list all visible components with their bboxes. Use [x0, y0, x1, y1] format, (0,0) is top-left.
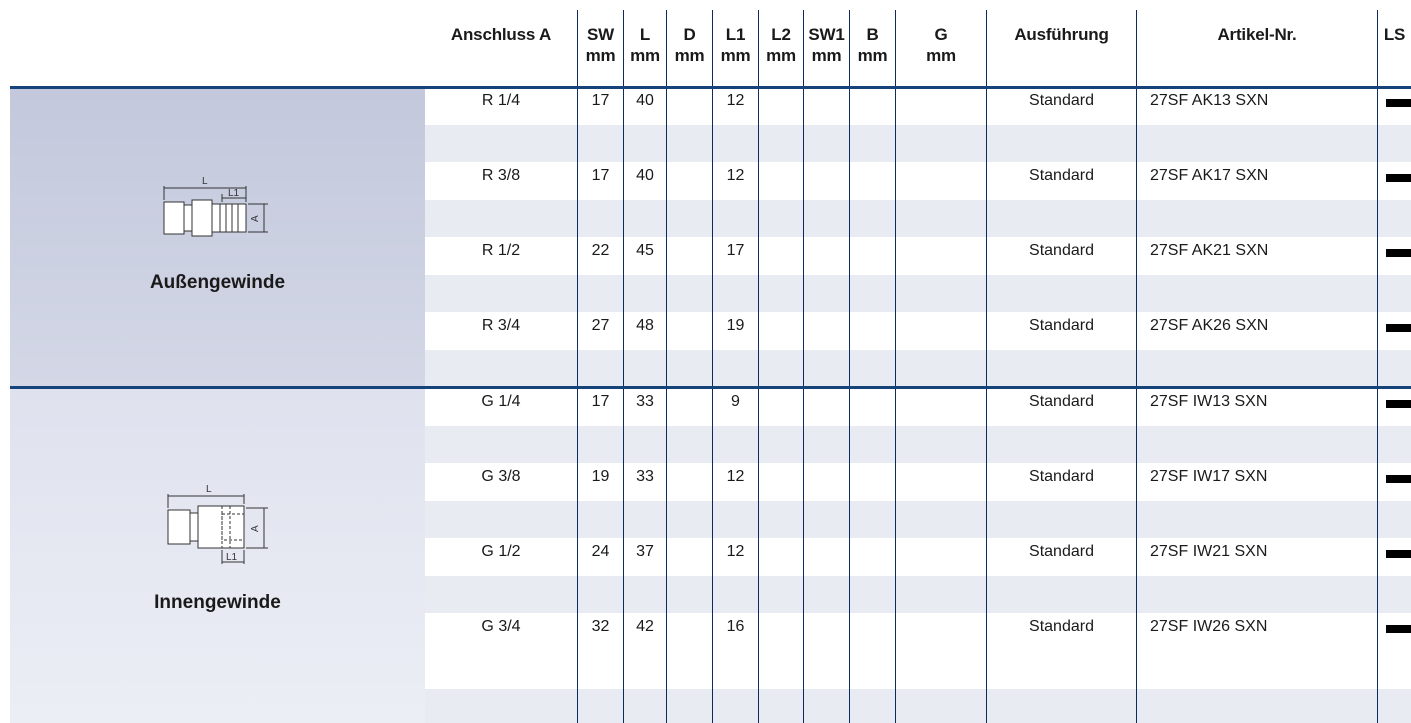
cell-sw: 17 [591, 393, 610, 410]
cell-l: 40 [636, 92, 654, 109]
ls-marker [1386, 400, 1411, 408]
cell-artikel: 27SF IW17 SXN [1150, 468, 1268, 485]
cell-l: 42 [636, 618, 654, 635]
cell-l1: 12 [726, 167, 745, 184]
column-divider [666, 10, 667, 723]
spacer-row [425, 426, 1411, 463]
cell-l: 37 [636, 543, 654, 560]
column-divider [986, 10, 987, 723]
cell-l1: 9 [731, 393, 740, 410]
cell-artikel: 27SF AK13 SXN [1150, 92, 1269, 109]
column-divider [758, 10, 759, 723]
cell-ausfuehrung: Standard [1029, 393, 1094, 410]
column-divider [712, 10, 713, 723]
cell-ausfuehrung: Standard [1029, 317, 1094, 334]
column-divider [623, 10, 624, 723]
spacer-row [425, 350, 1411, 387]
cell-l1: 17 [726, 242, 745, 259]
cell-sw: 17 [591, 167, 610, 184]
cell-l: 33 [636, 468, 654, 485]
cell-sw: 22 [591, 242, 610, 259]
ls-marker [1386, 475, 1411, 483]
innengewinde-drawing [150, 478, 280, 573]
cell-sw: 27 [591, 317, 610, 334]
column-divider [895, 10, 896, 723]
ls-marker [1386, 625, 1411, 633]
table-row [425, 539, 1411, 576]
cell-sw: 17 [591, 92, 610, 109]
cell-ausfuehrung: Standard [1029, 543, 1094, 560]
ls-marker [1386, 324, 1411, 332]
dim-l-label: L [202, 176, 208, 187]
cell-artikel: 27SF IW13 SXN [1150, 393, 1268, 410]
cell-l: 48 [636, 317, 654, 334]
cell-anschluss: G 3/8 [481, 468, 521, 485]
header-l2: L2 mm [766, 25, 796, 65]
group-rule [10, 86, 1411, 89]
ls-marker [1386, 99, 1411, 107]
spacer-row [425, 501, 1411, 538]
cell-anschluss: R 1/4 [481, 92, 521, 109]
cell-anschluss: G 3/4 [481, 618, 521, 635]
group-title-aussengewinde: Außengewinde [149, 272, 286, 293]
cell-ausfuehrung: Standard [1029, 167, 1094, 184]
header-l1: L1 mm [720, 25, 751, 65]
group-rule [10, 386, 1411, 389]
cell-ausfuehrung: Standard [1029, 92, 1094, 109]
spacer-row [425, 125, 1411, 162]
cell-anschluss: G 1/2 [481, 543, 521, 560]
table-row [425, 88, 1411, 125]
table-row [425, 464, 1411, 501]
cell-l: 45 [636, 242, 654, 259]
cell-l1: 12 [726, 92, 745, 109]
column-divider [803, 10, 804, 723]
header-sw: SW mm [585, 25, 616, 65]
header-sw1: SW1 mm [808, 25, 845, 65]
table-header [0, 0, 1411, 87]
column-divider [1136, 10, 1137, 723]
cell-artikel: 27SF IW21 SXN [1150, 543, 1268, 560]
dim-a-label: A [250, 215, 261, 222]
ls-marker [1386, 174, 1411, 182]
header-anschluss: Anschluss A [450, 25, 552, 44]
cell-anschluss: G 1/4 [481, 393, 521, 410]
dim-a-label: A [250, 525, 261, 532]
header-ls: LS [1383, 25, 1406, 44]
cell-ausfuehrung: Standard [1029, 468, 1094, 485]
spacer-row [425, 689, 1411, 723]
spacer-row [425, 576, 1411, 613]
table-row [425, 614, 1411, 651]
cell-l: 33 [636, 393, 654, 410]
cell-sw: 19 [591, 468, 610, 485]
spacer-row [425, 200, 1411, 237]
cell-ausfuehrung: Standard [1029, 242, 1094, 259]
cell-l1: 16 [726, 618, 745, 635]
column-divider [849, 10, 850, 723]
table-row [425, 313, 1411, 350]
cell-artikel: 27SF AK21 SXN [1150, 242, 1269, 259]
cell-artikel: 27SF AK17 SXN [1150, 167, 1269, 184]
cell-anschluss: R 1/2 [481, 242, 521, 259]
header-g: G mm [926, 25, 956, 65]
cell-l1: 12 [726, 543, 745, 560]
dim-l1-label: L1 [228, 188, 240, 199]
table-row [425, 389, 1411, 426]
header-l: L mm [630, 25, 660, 65]
table-row [425, 163, 1411, 200]
cell-l1: 12 [726, 468, 745, 485]
aussengewinde-drawing [150, 172, 280, 257]
dim-l-label: L [206, 484, 212, 495]
cell-anschluss: R 3/4 [481, 317, 521, 334]
cell-sw: 24 [591, 543, 610, 560]
column-divider [577, 10, 578, 723]
header-artikel: Artikel-Nr. [1217, 25, 1297, 44]
cell-artikel: 27SF AK26 SXN [1150, 317, 1269, 334]
ls-marker [1386, 550, 1411, 558]
cell-l1: 19 [726, 317, 745, 334]
header-b: B mm [857, 25, 888, 65]
cell-anschluss: R 3/8 [481, 167, 521, 184]
spacer-row [425, 275, 1411, 312]
dim-l1-label: L1 [226, 552, 238, 563]
cell-ausfuehrung: Standard [1029, 618, 1094, 635]
cell-l: 40 [636, 167, 654, 184]
header-ausfuehrung: Ausführung [1014, 25, 1109, 44]
ls-marker [1386, 249, 1411, 257]
cell-artikel: 27SF IW26 SXN [1150, 618, 1268, 635]
table-row [425, 238, 1411, 275]
cell-sw: 32 [591, 618, 610, 635]
group-title-innengewinde: Innengewinde [154, 592, 281, 613]
column-divider [1377, 10, 1378, 723]
header-d: D mm [674, 25, 705, 65]
